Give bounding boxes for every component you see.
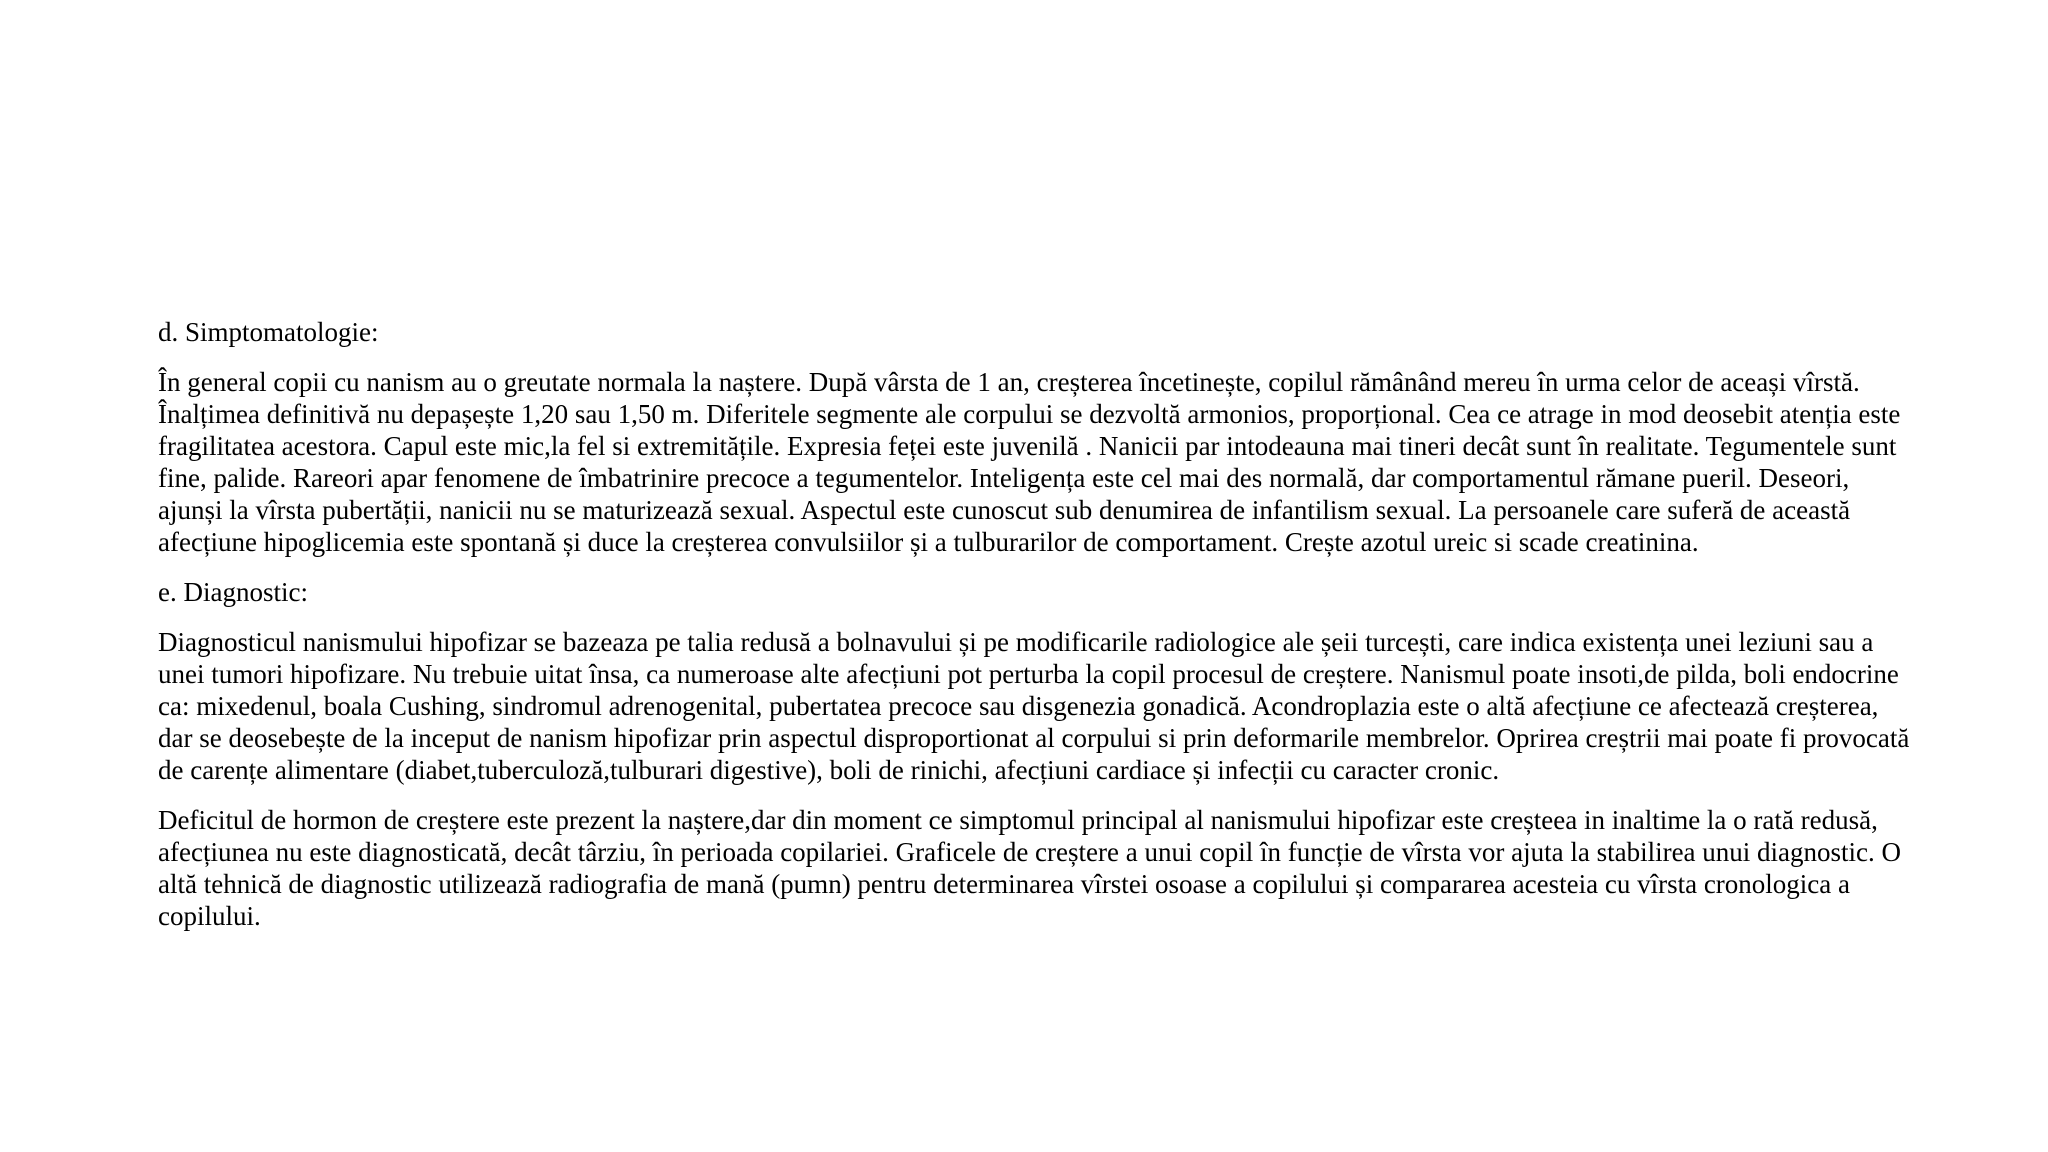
slide-body	[158, 316, 1918, 932]
section-heading-simptomatologie: d. Simptomatologie:	[158, 317, 379, 347]
paragraph-diagnostic-1: Diagnosticul nanismului hipofizar se bazeaza pe talia redusă a bolnavului și pe modificarile radiologice ale șeii turcești, care indica existența unei leziuni sau a unei tumori hipofizare. Nu trebuie uitat însa, ca numeroase alte afecțiuni pot perturba la copil procesul de creștere. Nanismul poate insoti,de pilda, boli endocrine ca: mixedenul, boala Cushing, sindromul adrenogenital, pubertatea precoce sau disgenezia gonadică. Acondroplazia este o altă afecțiune ce afectează creșterea, dar se deosebește de la inceput de nanism hipofizar prin aspectul disproportionat al corpului si prin deformarile membrelor. Oprirea creștrii mai poate fi provocată de carențe alimentare (diabet,tuberculoză,tulburari digestive), boli de rinichi, afecțiuni cardiace și infecții cu caracter cronic.	[158, 627, 1910, 785]
paragraph-diagnostic-2: Deficitul de hormon de creștere este prezent la naștere,dar din moment ce simptomul principal al nanismului hipofizar este creșteea in inaltime la o rată redusă, afecțiunea nu este diagnosticată, decât târziu, în perioada copilariei. Graficele de creștere a unui copil în funcție de vîrsta vor ajuta la stabilirea unui diagnostic. O altă tehnică de diagnostic utilizează radiografia de mană (pumn) pentru determinarea vîrstei osoase a copilului și compararea acesteia cu vîrsta cronologica a copilului.	[158, 805, 1902, 931]
paragraph-simptomatologie: În general copii cu nanism au o greutate normala la naștere. După vârsta de 1 an, creșterea încetinește, copilul rămânând mereu în urma celor de aceași vîrstă. Înalțimea definitivă nu depașește 1,20 sau 1,50 m. Diferitele segmente ale corpului se dezvoltă armonios, proporțional. Cea ce atrage in mod deosebit atenția este fragilitatea acestora. Capul este mic,la fel si extremitățile. Expresia feței este juvenilă . Nanicii par intodeauna mai tineri decât sunt în realitate. Tegumentele sunt fine, palide. Rareori apar fenomene de îmbatrinire precoce a tegumentelor. Inteligența este cel mai des normală, dar comportamentul rămane pueril. Deseori, ajunși la vîrsta pubertății, nanicii nu se maturizează sexual. Aspectul este cunoscut sub denumirea de infantilism sexual. La persoanele care suferă de această afecțiune hipoglicemia este spontană și duce la creșterea convulsiilor și a tulburarilor de comportament. Crește azotul ureic si scade creatinina.	[158, 367, 1901, 557]
section-heading-diagnostic: e. Diagnostic:	[158, 577, 308, 607]
